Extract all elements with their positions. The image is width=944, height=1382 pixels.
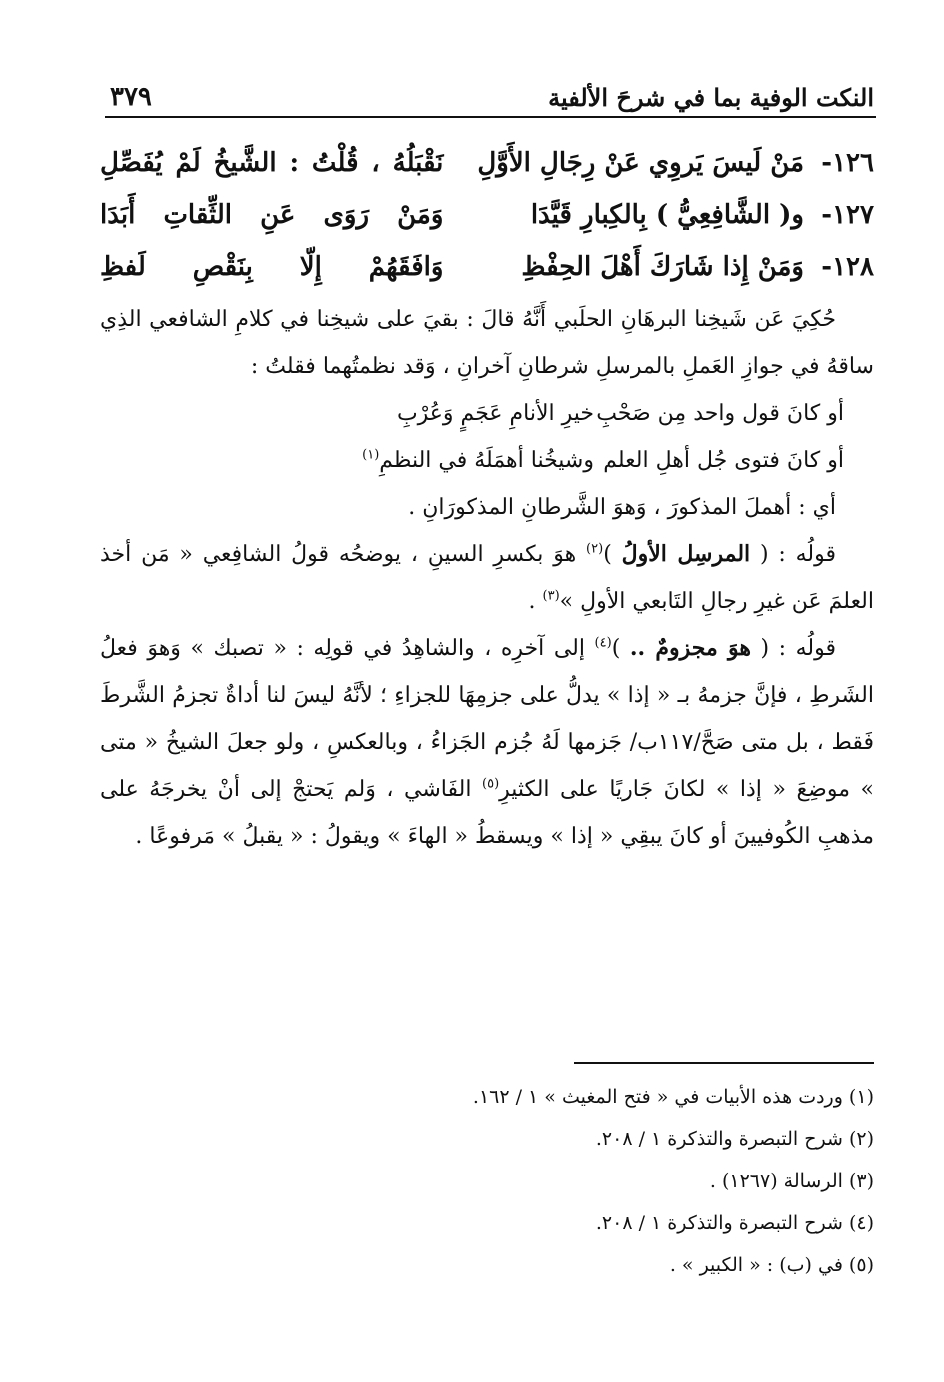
verse-second-hemistich: وَمَنْ رَوَى عَنِ الثِّقاتِ أَبَدَا (100, 200, 444, 230)
verse-first-hemistich: مَنْ لَيسَ يَروِي عَنْ رِجَالِ الأَوَّلِ (477, 148, 804, 178)
footnote-marker: (٣) (542, 588, 560, 604)
paragraph-commentary: حُكِيَ عَن شَيخِنا البرهَانِ الحلَبي أَنَّهُ قالَ : بقيَ على شيخِنا في كلامِ الشافعي الذِي ساقهُ في جوازِ العَملِ بالمرسلِ شرطانِ آخرانِ ، وَقد نظمتُهما فقلتُ : (100, 307, 874, 379)
verse-line (100, 244, 874, 296)
verse-second-hemistich: نَقْبَلُهُ ، قُلْتُ : الشَّيخُ لَمْ يُفَصِّلِ (100, 148, 444, 178)
paragraph-text: إلى آخرِه ، والشاهِدُ في قولِه : « تصبك » وَهوَ فعلُ الشَرطِ ، فإنَّ جزمهُ بـ « إذا » يدلُّ على جزمِهَا للجزاءِ ؛ لأنَّهُ ليسَ لنا أداةٌ تجزمُ الشَّرطَ فَقط ، بل متى صَحَّ/١١٧ب/ جَزمها لَهُ جُزم الجَزاءُ ، وبالعكسِ ، ولو جعلَ الشيخُ « متى » موضِعَ « إذا » لكانَ جَاريًا على الكثيرِ (100, 636, 874, 802)
paragraph-mursal (100, 531, 874, 625)
footnote-marker: (٤) (594, 635, 612, 651)
running-header (110, 62, 874, 112)
paragraph-text: الفَاشي ، وَلم يَحتجْ إلى أنْ يخرجَهُ على مذهبِ الكُوفيينَ أو كانَ يبقِي « إذا » ويسقطُ « الهاءَ » ويقولُ : « يقبلُ » مَرفوعًا . (100, 777, 874, 849)
poem-line (100, 390, 874, 437)
footnote-marker: (١) (362, 447, 380, 463)
paragraph-end: . (528, 589, 536, 614)
footnote-item: (٤) شرح التبصرة والتذكرة ١ / ٢٠٨. (595, 1212, 874, 1234)
lemma-close: ) (603, 542, 612, 567)
lemma-close: ) (611, 636, 621, 661)
poem-text: وشيخُنا أهمَلَهُ في النظمِ (379, 448, 594, 473)
paragraph-note: أي : أهملَ المذكورَ ، وَهوَ الشَّرطانِ المذكورَانِ . (408, 495, 836, 520)
lemma-lead: قولُه : ( (759, 542, 836, 567)
footnote-item: (٢) شرح التبصرة والتذكرة ١ / ٢٠٨. (595, 1128, 874, 1150)
poem-line (100, 437, 874, 484)
header-divider (105, 116, 876, 118)
lemma-term: المرسِل الأولُ (621, 541, 751, 567)
verse-first-hemistich: وَمَنْ إِذا شَارَكَ أَهْلَ الحِفْظِ (521, 252, 804, 282)
footnote-marker: (٢) (586, 541, 604, 557)
footnote-divider (574, 1062, 874, 1064)
paragraph-text: هوَ بكسرِ السينِ ، يوضحُه قولُ الشافِعي « مَن أخذ العلمَ عَن غيرِ رجالِ التَابعي الأولِ » (100, 542, 874, 614)
footnotes (100, 1062, 874, 1286)
footnote-item: (٣) الرسالة (١٢٦٧) . (709, 1170, 874, 1192)
lemma-term: هوَ مجزومٌ .. (629, 635, 751, 661)
poem-second-hemistich (100, 437, 594, 484)
lemma-lead: قولُه : ( (760, 636, 836, 661)
poem-first-hemistich: أو كانَ فتوى جُل أهلِ العلم (603, 448, 844, 473)
footnote-item: (٥) في (ب) : « الكبير » . (669, 1254, 874, 1276)
poem-first-hemistich: أو كانَ قول واحد مِن صَحْبِ (596, 401, 844, 426)
footnote-marker: (٥) (482, 776, 500, 792)
verse-number: ١٢٦- (821, 148, 874, 178)
main-text (100, 140, 874, 860)
poem-second-hemistich: خيرِ الأنامِ عَجَمٍ وَعُرْبِ (396, 401, 594, 426)
verse-number: ١٢٧- (821, 200, 874, 230)
paragraph-majzum (100, 625, 874, 860)
footnote-item: (١) وردت هذه الأبيات في « فتح المغيث » ١ / ١٦٢. (472, 1086, 874, 1108)
verse-line (100, 140, 874, 192)
verse-line (100, 192, 874, 244)
verse-second-hemistich: وَافَقَهُمْ إِلّا بِنَقْصِ لَفظِ (100, 252, 444, 282)
page-number: ٣٧٩ (110, 82, 152, 112)
running-title: النكت الوفية بما في شرحَ الألفية (548, 83, 874, 112)
verse-first-hemistich: و( الشَّافِعِيُّ ) بِالكِبارِ قَيَّدَا (530, 200, 804, 230)
verse-number: ١٢٨- (821, 252, 874, 282)
